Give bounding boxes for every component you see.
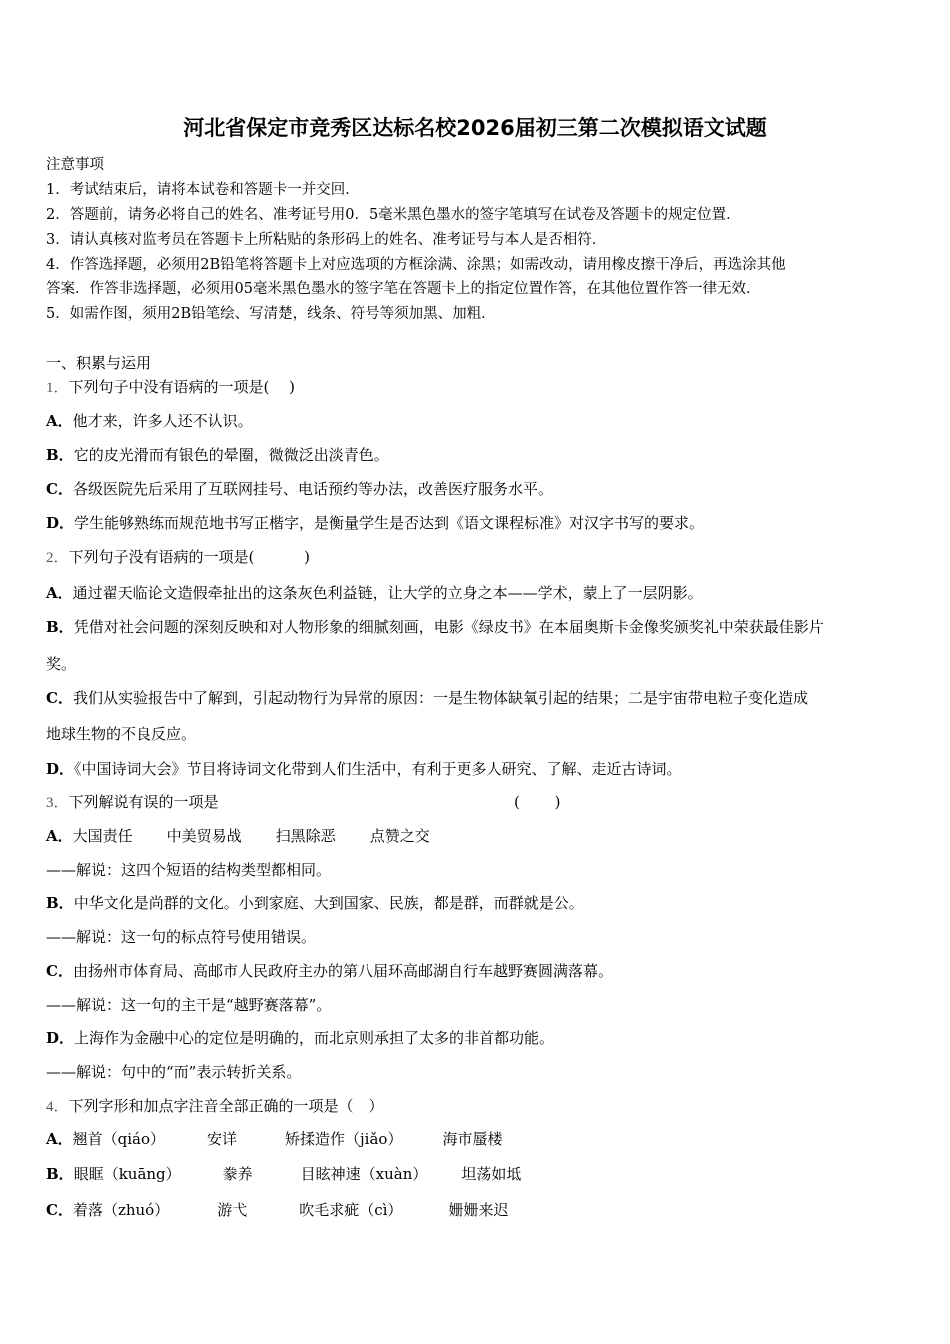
q4-stem-text: 下列字形和加点字注音全部正确的一项是（ ） [68,1097,384,1115]
q1-stem [46,376,295,397]
notice-item-3: 3．请认真核对监考员在答题卡上所粘贴的条形码上的姓名、准考证号与本人是否相符． [46,232,607,248]
q2-option-b [46,616,824,637]
q3-answer-paren: ( ) [514,793,561,811]
q2-option-c [46,687,808,708]
q4-stem [46,1095,384,1116]
q2-option-c-cont: 地球生物的不良反应。 [46,725,197,743]
word-1: 眼眶（kuāng） [73,1165,181,1183]
q2-stem-text: 下列句子没有语病的一项是( ) [68,548,310,566]
notice-item-4-cont: 答案．作答非选择题，必须用05毫米黑色墨水的签字笔在答题卡上的指定位置作答，在其他位置作答一律无效． [46,281,761,297]
q1-stem-text: 下列句子中没有语病的一项是( ) [68,378,295,396]
notice-heading: 注意事项 [46,157,104,173]
q3-option-d [46,1027,554,1048]
word-2: 安详 [207,1130,238,1148]
q4-option-a [46,1128,502,1149]
section-heading: 一、积累与运用 [46,354,152,372]
q3-option-a-note: ——解说：这四个短语的结构类型都相同。 [46,861,332,879]
q4-option-b [46,1163,521,1184]
q1-option-c [46,478,553,499]
word-3: 吹毛求疵（cì） [299,1201,403,1219]
q2-number: 2． [46,550,69,566]
option-text: 凭借对社会问题的深刻反映和对人物形象的细腻刻画，电影《绿皮书》在本届奥斯卡金像奖颁奖礼中荣获最佳影片 [73,618,824,636]
notice-item-2: 2．答题前，请务必将自己的姓名、准考证号用0．5毫米黑色墨水的签字笔填写在试卷及答题卡的规定位置． [46,207,741,223]
phrase-1: 大国责任 [72,827,133,845]
option-text: 中华文化是尚群的文化。小到家庭、大到国家、民族，都是群，而群就是公。 [73,894,584,912]
option-label: C． [46,962,73,980]
word-3: 目眩神速（xuàn） [300,1165,428,1183]
q3-option-d-note: ——解说：句中的“而”表示转折关系。 [46,1063,302,1081]
q4-option-c [46,1199,508,1220]
word-4: 坦荡如坻 [461,1165,522,1183]
option-text: 由扬州市体育局、高邮市人民政府主办的第八届环高邮湖自行车越野赛圆满落幕。 [72,962,613,980]
option-label: A． [46,827,73,845]
option-label: D． [46,760,75,778]
option-label: C． [46,1201,73,1219]
option-text: 他才来，许多人还不认识。 [72,412,253,430]
notice-item-5: 5．如需作图，须用2B铅笔绘、写清楚，线条、符号等须加黑、加粗． [46,306,496,322]
option-label: C． [46,480,73,498]
option-label: D． [46,1029,75,1047]
option-label: A． [46,1130,73,1148]
option-text: 各级医院先后采用了互联网挂号、电话预约等办法，改善医疗服务水平。 [72,480,553,498]
word-3: 矫揉造作（jiǎo） [285,1130,403,1148]
word-2: 豢养 [222,1165,253,1183]
q3-stem [46,791,586,812]
option-label: D． [46,514,75,532]
option-label: C． [46,689,73,707]
phrase-4: 点赞之交 [369,827,430,845]
exam-title: 河北省保定市竞秀区达标名校2026届初三第二次模拟语文试题 [183,116,767,140]
q3-stem-text: 下列解说有误的一项是 [68,793,219,811]
option-label: B． [46,894,74,912]
option-label: B． [46,1165,74,1183]
q2-stem [46,546,310,567]
option-text: 《中国诗词大会》节目将诗词文化带到人们生活中，有利于更多人研究、了解、走近古诗词。 [74,760,682,778]
q3-option-c-note: ——解说：这一句的主干是“越野赛落幕”。 [46,996,332,1014]
q3-option-c [46,960,613,981]
q1-option-d [46,512,704,533]
q1-option-b [46,444,389,465]
word-4: 海市蜃楼 [442,1130,503,1148]
notice-item-1: 1．考试结束后，请将本试卷和答题卡一并交回． [46,182,360,198]
q2-option-a [46,582,703,603]
q1-number: 1． [46,380,69,396]
word-4: 姗姗来迟 [448,1201,509,1219]
q3-option-b-note: ——解说：这一句的标点符号使用错误。 [46,928,317,946]
option-text: 上海作为金融中心的定位是明确的，而北京则承担了太多的非首都功能。 [74,1029,555,1047]
q2-option-d [46,758,682,779]
option-label: A． [46,584,73,602]
q1-option-a [46,410,253,431]
phrase-2: 中美贸易战 [166,827,242,845]
option-label: B． [46,446,74,464]
option-text: 通过翟天临论文造假牵扯出的这条灰色利益链，让大学的立身之本——学术，蒙上了一层阴影。 [72,584,703,602]
word-1: 翘首（qiáo） [72,1130,166,1148]
option-label: A． [46,412,73,430]
option-label: B． [46,618,74,636]
option-text: 它的皮光滑而有银色的晕圈，微微泛出淡青色。 [73,446,389,464]
phrase-3: 扫黑除恶 [275,827,336,845]
q2-option-b-cont: 奖。 [46,655,77,673]
word-2: 游弋 [217,1201,248,1219]
q3-option-b [46,892,584,913]
word-1: 着落（zhuó） [72,1201,170,1219]
q3-option-a [46,825,430,846]
notice-item-4: 4．作答选择题，必须用2B铅笔将答题卡上对应选项的方框涂满、涂黑；如需改动，请用橡皮擦干净后，再选涂其他 [46,257,786,273]
q3-number: 3． [46,795,69,811]
q4-number: 4． [46,1099,69,1115]
option-text: 学生能够熟练而规范地书写正楷字，是衡量学生是否达到《语文课程标准》对汉字书写的要求。 [74,514,705,532]
option-text: 我们从实验报告中了解到，引起动物行为异常的原因：一是生物体缺氧引起的结果；二是宇宙带电粒子变化造成 [72,689,808,707]
